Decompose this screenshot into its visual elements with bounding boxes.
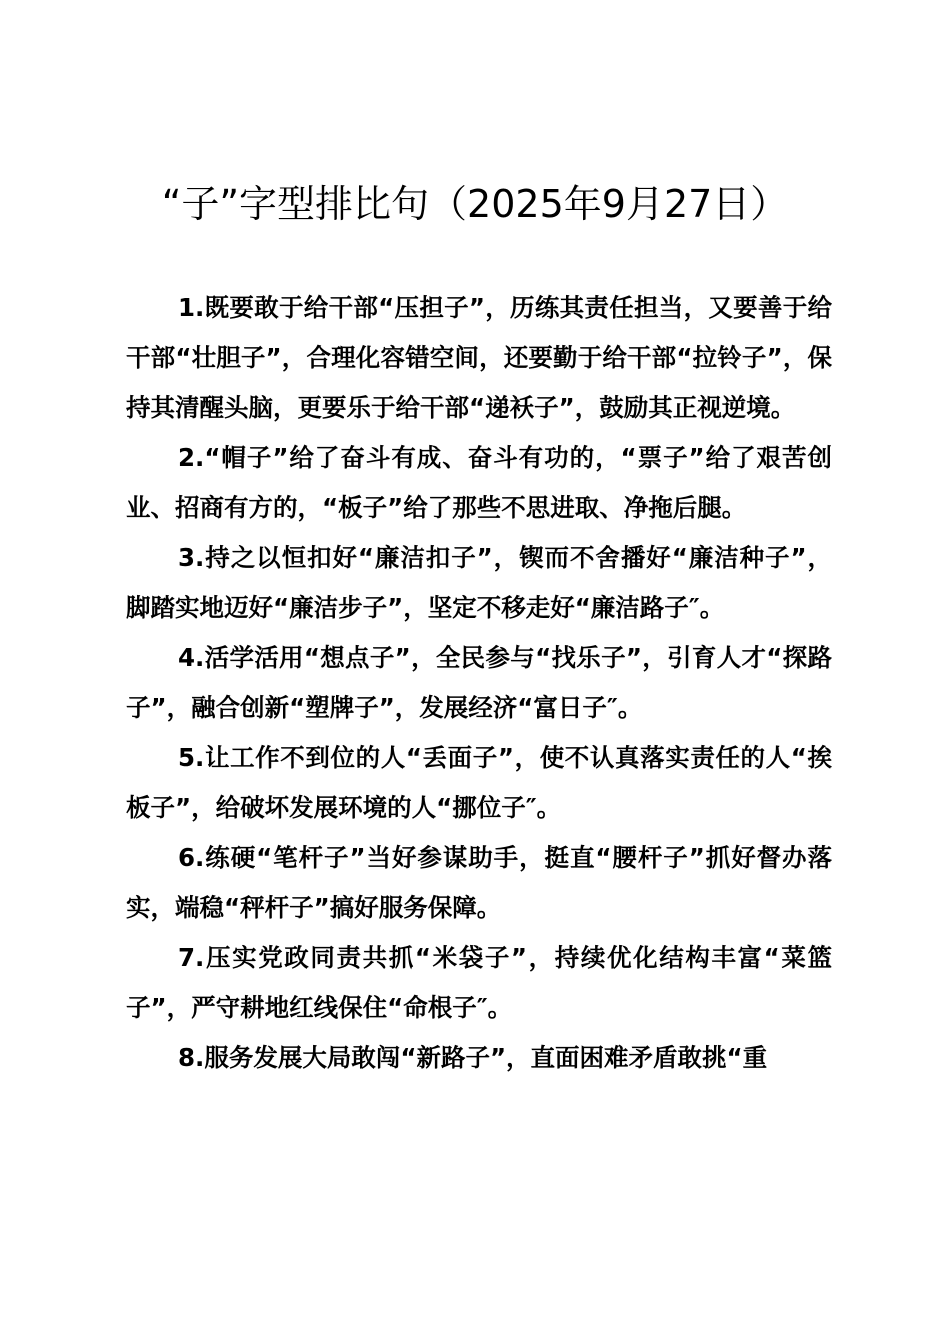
paragraph-4: 4.活学活用“想点子”，全民参与“找乐子”，引育人才“探路子”，融合创新“塑牌子”，发展经济“富日子″。 <box>126 643 832 722</box>
paragraph-5: 5.让工作不到位的人“丢面子”，使不认真落实责任的人“挨板子”，给破坏发展环境的人“挪位子″。 <box>126 743 832 822</box>
paragraph-3: 3.持之以恒扣好“廉洁扣子”，锲而不舍播好“廉洁种子”，脚踏实地迈好“廉洁步子”，坚定不移走好“廉洁路子″。 <box>126 543 832 622</box>
paragraph-8: 8.服务发展大局敢闯“新路子”，直面困难矛盾敢挑“重 <box>178 1043 768 1072</box>
paragraph-7: 7.压实党政同责共抓“米袋子”，持续优化结构丰富“菜篮子”，严守耕地红线保住“命根子″。 <box>126 943 832 1022</box>
document-title: “子”字型排比句（2025年9月27日） <box>161 182 789 226</box>
paragraph-6: 6.练硬“笔杆子”当好参谋助手，挺直“腰杆子”抓好督办落实，端稳“秤杆子”搞好服务保障。 <box>126 843 832 922</box>
paragraph-2: 2.“帽子”给了奋斗有成、奋斗有功的，“票子”给了艰苦创业、招商有方的，“板子”给了那些不思进取、净拖后腿。 <box>126 443 832 522</box>
document-body <box>126 283 832 1083</box>
paragraph-1: 1.既要敢于给干部“压担子”，历练其责任担当，又要善于给干部“壮胆子”，合理化容错空间，还要勤于给干部“拉铃子”，保持其清醒头脑，更要乐于给干部“递袄子”，鼓励其正视逆境。 <box>126 293 832 422</box>
